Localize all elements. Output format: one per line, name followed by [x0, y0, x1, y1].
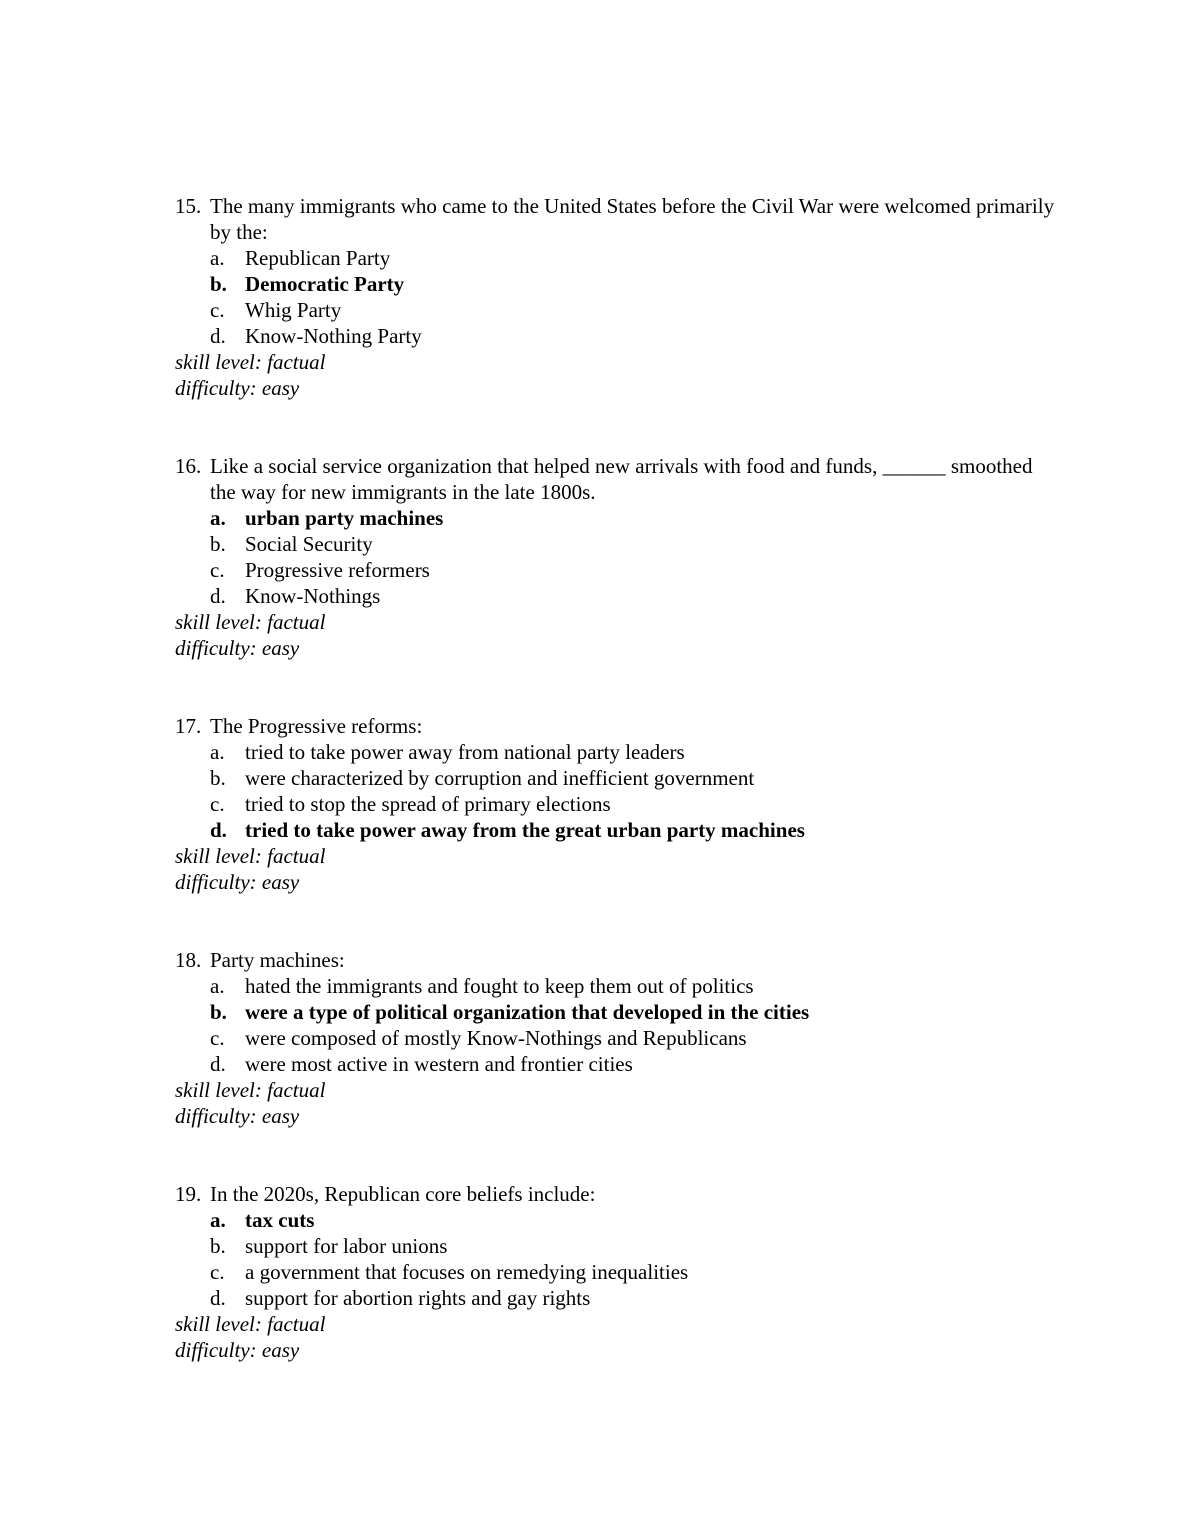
answer-option-d: [210, 323, 1055, 349]
option-letter: d.: [210, 1286, 226, 1310]
answer-option-a: [210, 973, 1055, 999]
question-16: [175, 453, 1055, 661]
answer-option-d: [210, 1285, 1055, 1311]
option-text: hated the immigrants and fought to keep them out of politics: [245, 974, 754, 998]
question-stem: [175, 713, 1055, 739]
option-letter: b.: [210, 766, 226, 790]
question-stem: [175, 1181, 1055, 1207]
answer-option-b: [210, 531, 1055, 557]
answer-option-a: [210, 505, 1055, 531]
answer-option-d: [210, 1051, 1055, 1077]
question-19: [175, 1181, 1055, 1363]
option-text: Whig Party: [245, 298, 342, 322]
option-letter: d.: [210, 1052, 226, 1076]
option-letter: c.: [210, 1026, 225, 1050]
option-text: tax cuts: [245, 1208, 315, 1232]
question-15: [175, 193, 1055, 401]
difficulty: difficulty: easy: [175, 870, 300, 894]
option-letter: b.: [210, 1000, 227, 1024]
document-page: [175, 193, 1055, 1363]
option-letter: d.: [210, 324, 226, 348]
question-number: 15.: [175, 194, 202, 218]
answer-option-a: [210, 1207, 1055, 1233]
option-text: Know-Nothing Party: [245, 324, 422, 348]
option-text: tried to take power away from national party leaders: [245, 740, 685, 764]
skill-level: skill level: factual: [175, 610, 326, 634]
answer-options: [175, 973, 1055, 1077]
answer-option-b: [210, 999, 1055, 1025]
question-stem: [175, 453, 1055, 505]
option-letter: d.: [210, 584, 226, 608]
difficulty: difficulty: easy: [175, 1338, 300, 1362]
option-letter: c.: [210, 558, 225, 582]
answer-options: [175, 245, 1055, 349]
question-number: 17.: [175, 714, 202, 738]
question-number: 16.: [175, 454, 202, 478]
option-letter: b.: [210, 272, 227, 296]
answer-option-d: [210, 817, 1055, 843]
answer-option-b: [210, 765, 1055, 791]
option-text: Social Security: [245, 532, 373, 556]
option-text: were characterized by corruption and inefficient government: [245, 766, 755, 790]
option-text: Know-Nothings: [245, 584, 381, 608]
answer-option-c: [210, 791, 1055, 817]
question-text: Party machines:: [210, 948, 345, 972]
option-text: support for abortion rights and gay rights: [245, 1286, 591, 1310]
question-stem: [175, 947, 1055, 973]
option-letter: b.: [210, 532, 226, 556]
answer-option-b: [210, 1233, 1055, 1259]
option-letter: a.: [210, 246, 225, 270]
option-text: Republican Party: [245, 246, 391, 270]
answer-option-a: [210, 739, 1055, 765]
question-18: [175, 947, 1055, 1129]
answer-option-a: [210, 245, 1055, 271]
question-text: The many immigrants who came to the United States before the Civil War were welcomed primarily by the:: [210, 194, 1055, 244]
answer-option-d: [210, 583, 1055, 609]
skill-level: skill level: factual: [175, 1312, 326, 1336]
option-text: were composed of mostly Know-Nothings and Republicans: [245, 1026, 747, 1050]
option-letter: c.: [210, 792, 225, 816]
option-text: support for labor unions: [245, 1234, 448, 1258]
question-text: The Progressive reforms:: [210, 714, 423, 738]
question-text: Like a social service organization that helped new arrivals with food and funds, ______ smoothed the way for new immigrants in the late 1800s.: [210, 454, 1033, 504]
option-text: urban party machines: [245, 506, 444, 530]
option-letter: b.: [210, 1234, 226, 1258]
skill-level: skill level: factual: [175, 1078, 326, 1102]
option-letter: d.: [210, 818, 227, 842]
answer-option-c: [210, 297, 1055, 323]
skill-level: skill level: factual: [175, 350, 326, 374]
option-letter: a.: [210, 1208, 226, 1232]
difficulty: difficulty: easy: [175, 636, 300, 660]
option-text: tried to stop the spread of primary elections: [245, 792, 611, 816]
option-text: a government that focuses on remedying inequalities: [245, 1260, 689, 1284]
option-text: Democratic Party: [245, 272, 405, 296]
question-17: [175, 713, 1055, 895]
answer-options: [175, 505, 1055, 609]
option-letter: c.: [210, 1260, 225, 1284]
answer-options: [175, 739, 1055, 843]
difficulty: difficulty: easy: [175, 1104, 300, 1128]
option-letter: a.: [210, 740, 225, 764]
option-text: tried to take power away from the great urban party machines: [245, 818, 805, 842]
skill-level: skill level: factual: [175, 844, 326, 868]
answer-option-c: [210, 557, 1055, 583]
option-text: were a type of political organization that developed in the cities: [245, 1000, 810, 1024]
answer-option-c: [210, 1025, 1055, 1051]
question-number: 19.: [175, 1182, 202, 1206]
answer-option-b: [210, 271, 1055, 297]
option-letter: c.: [210, 298, 225, 322]
option-text: were most active in western and frontier cities: [245, 1052, 633, 1076]
option-letter: a.: [210, 506, 226, 530]
option-text: Progressive reformers: [245, 558, 430, 582]
question-stem: [175, 193, 1055, 245]
question-number: 18.: [175, 948, 202, 972]
question-text: In the 2020s, Republican core beliefs include:: [210, 1182, 596, 1206]
difficulty: difficulty: easy: [175, 376, 300, 400]
answer-option-c: [210, 1259, 1055, 1285]
answer-options: [175, 1207, 1055, 1311]
option-letter: a.: [210, 974, 225, 998]
